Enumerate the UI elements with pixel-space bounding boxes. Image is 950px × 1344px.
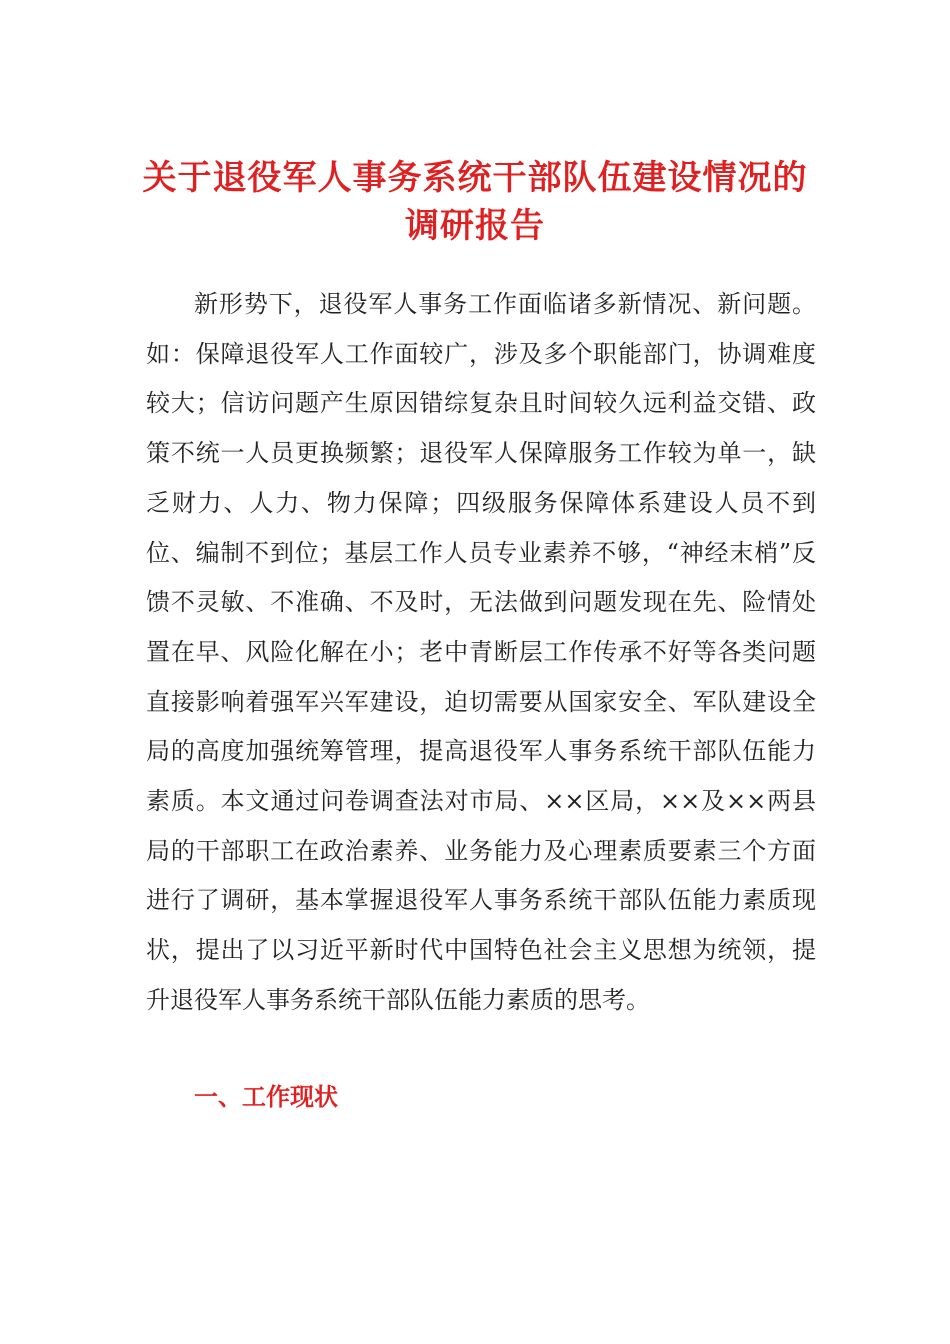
document-title-line-1: 关于退役军人事务系统干部队伍建设情况的 xyxy=(142,158,808,198)
section-heading: 一、工作现状 xyxy=(194,1083,338,1111)
intro-paragraph: 新形势下，退役军人事务工作面临诸多新情况、新问题。如：保障退役军人工作面较广，涉及多个职能部门，协调难度较大；信访问题产生原因错综复杂且时间较久远利益交错、政策不统一人员更换频繁；退役军人保障服务工作较为单一，缺乏财力、人力、物力保障；四级服务保障体系建设人员不到位、编制不到位；基层工作人员专业素养不够，“神经末梢”反馈不灵敏、不准确、不及时，无法做到问题发现在先、险情处置在早、风险化解在小；老中青断层工作传承不好等各类问题直接影响着强军兴军建设，迫切需要从国家安全、军队建设全局的高度加强统筹管理，提高退役军人事务系统干部队伍能力素质。本文通过问卷调查法对市局、××区局，××及××两县局的干部职工在政治素养、业务能力及心理素质要素三个方面进行了调研，基本掌握退役军人事务系统干部队伍能力素质现状，提出了以习近平新时代中国特色社会主义思想为统领，提升退役军人事务系统干部队伍能力素质的思考。 xyxy=(146,290,816,1014)
document-title-line-2: 调研报告 xyxy=(405,206,545,246)
